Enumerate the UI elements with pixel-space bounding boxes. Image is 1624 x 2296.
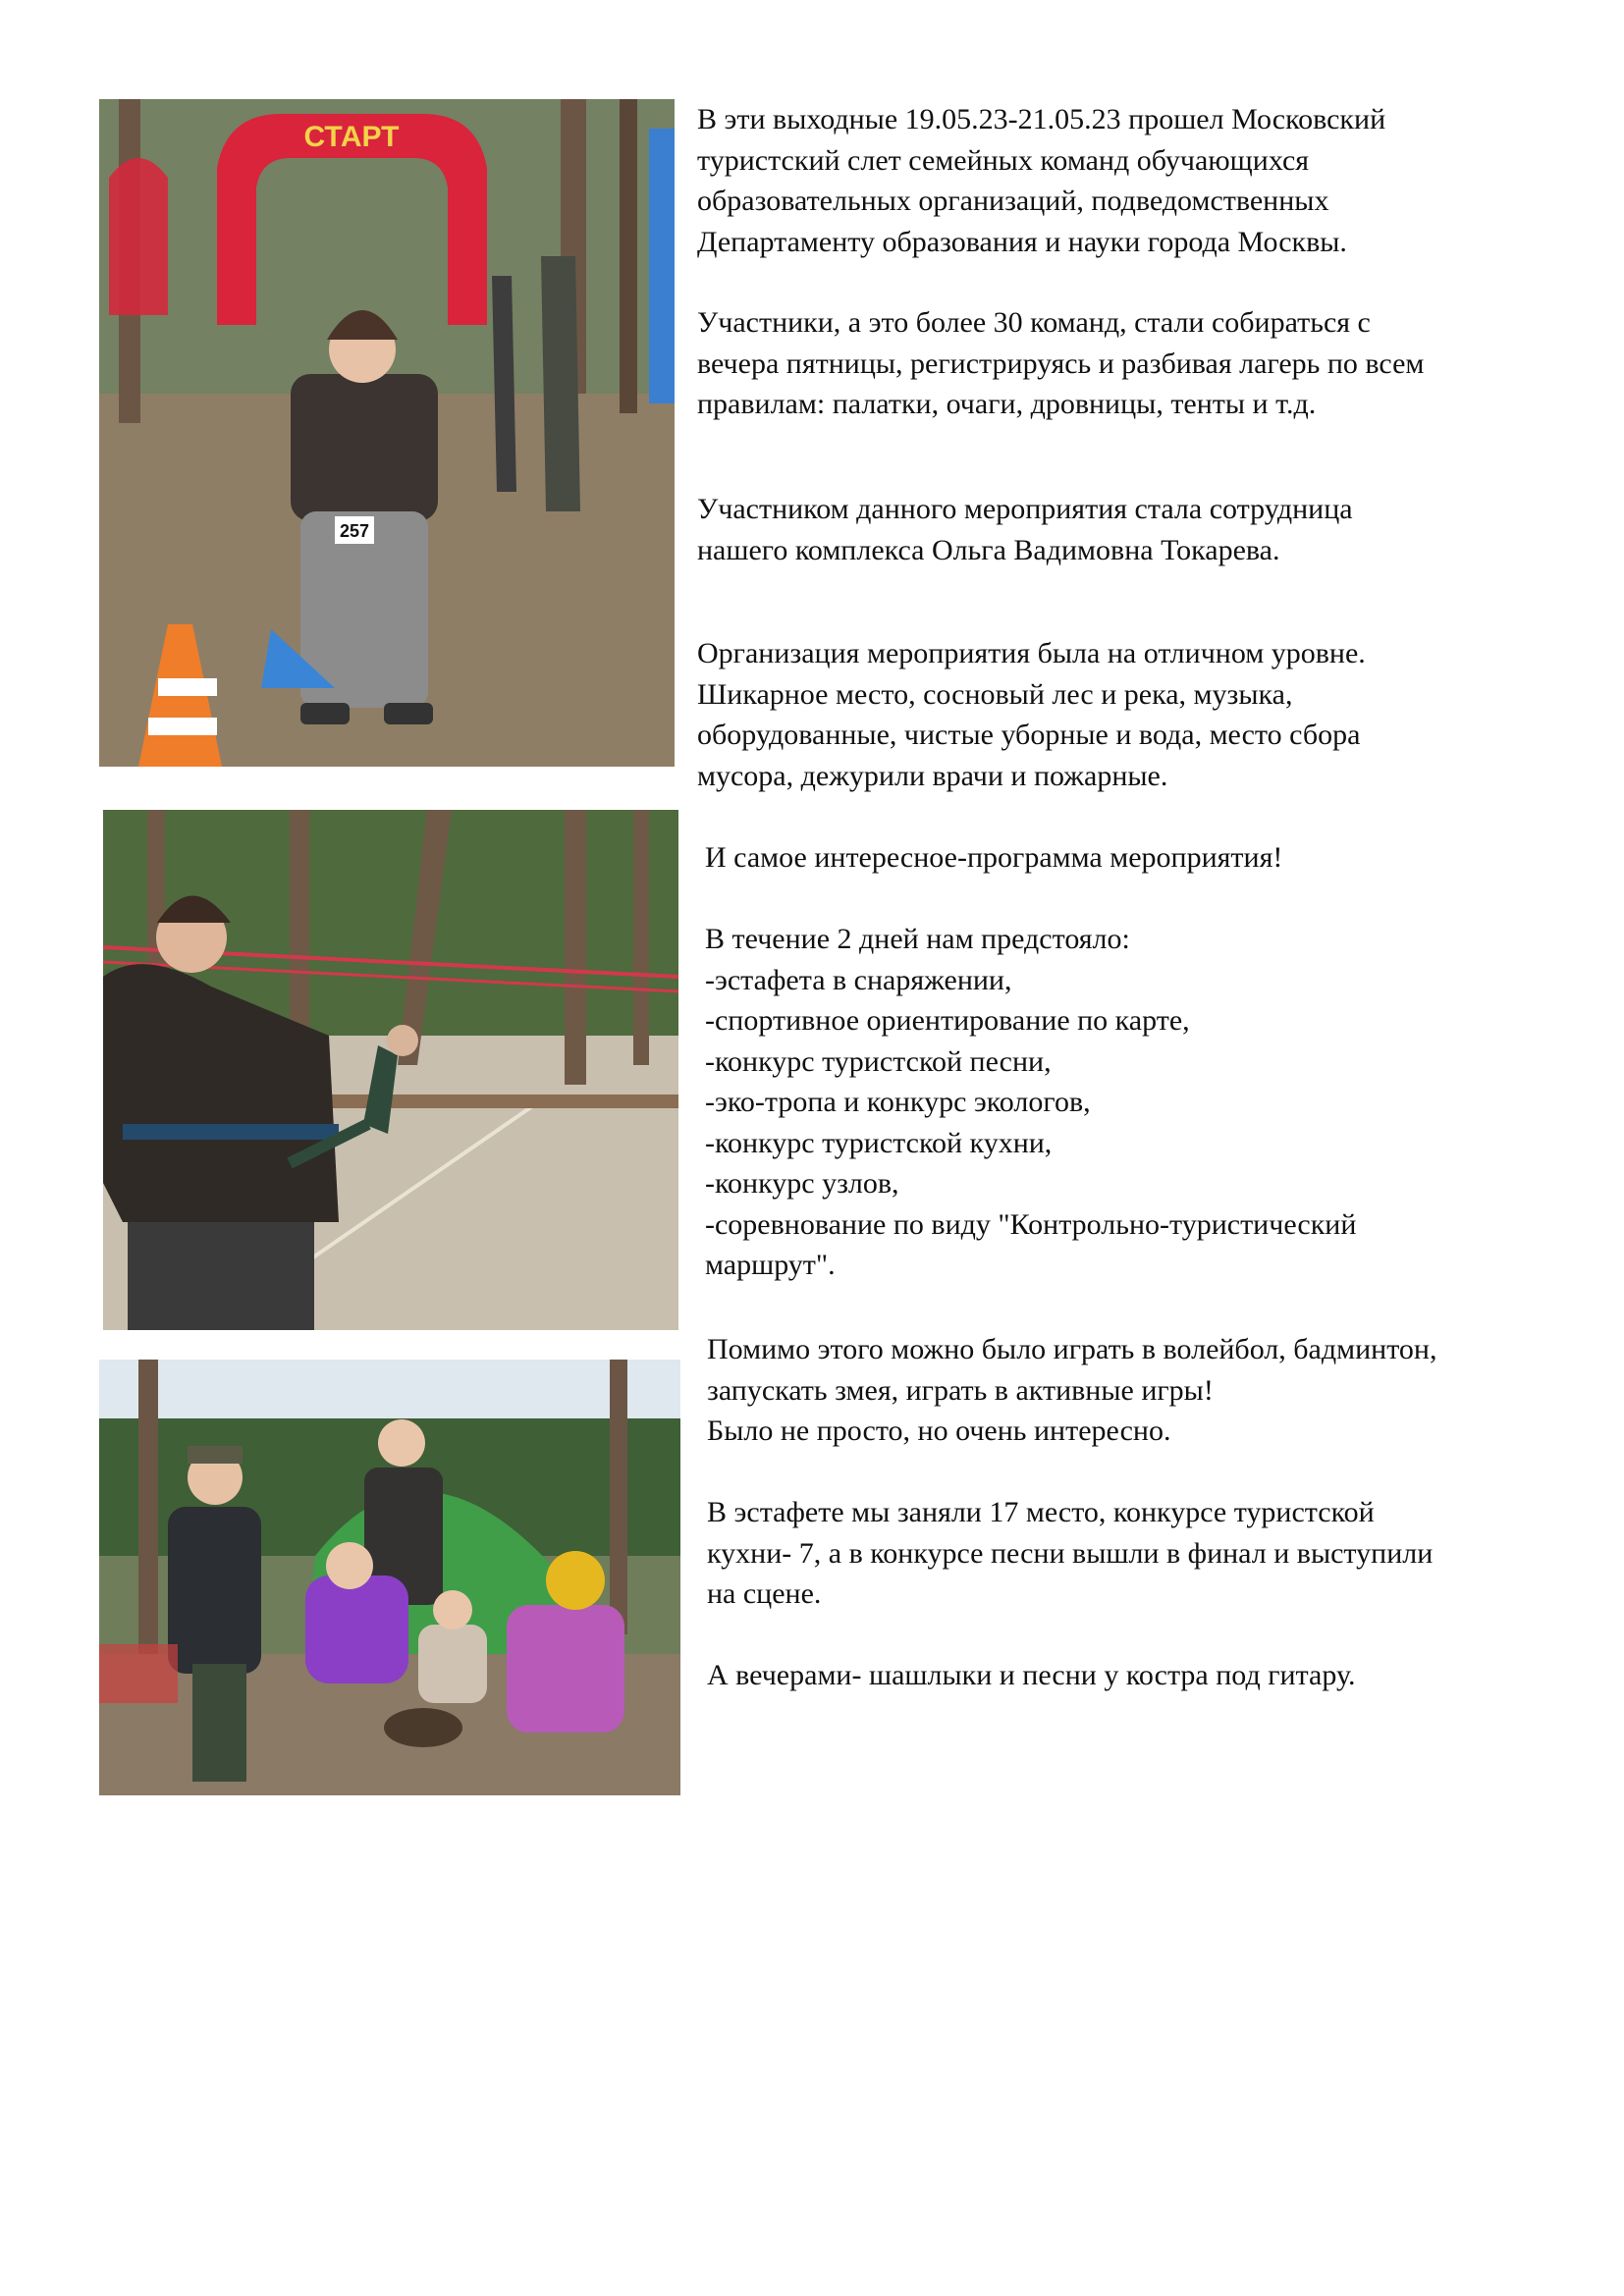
photo-start-arch [99, 99, 675, 767]
text-line: И самое интересное-программа мероприятия! [705, 841, 1283, 874]
text-line: оборудованные, чистые уборные и вода, место сбора [697, 719, 1361, 751]
text-line: на сцене. [707, 1577, 822, 1610]
text-line: запускать змея, играть в активные игры! [707, 1373, 1214, 1407]
paragraph-organization [697, 633, 1366, 796]
paragraph-program-heading [705, 837, 1282, 879]
paragraph-intro [697, 99, 1385, 262]
list-item: -спортивное ориентирование по карте, [705, 1004, 1190, 1037]
text-line: образовательных организаций, подведомственных [697, 185, 1329, 217]
text-line: Участники, а это более 30 команд, стали собираться с [697, 306, 1371, 339]
text-line: Было не просто, но очень интересно. [707, 1415, 1171, 1447]
text-line: А вечерами- шашлыки и песни у костра под гитару. [707, 1659, 1356, 1691]
paragraph-extras [707, 1329, 1436, 1452]
text-line: нашего комплекса Ольга Вадимовна Токарева. [697, 533, 1280, 566]
list-item: -конкурс туристской кухни, [705, 1126, 1053, 1159]
text-line: туристский слет семейных команд обучающихся [697, 143, 1310, 177]
paragraph-results [707, 1492, 1433, 1615]
list-item: -конкурс узлов, [705, 1167, 899, 1200]
list-item: -эстафета в снаряжении, [705, 963, 1012, 996]
text-line: кухни- 7, а в конкурсе песни вышли в финал и выступили [707, 1536, 1434, 1570]
text-line: В эстафете мы заняли 17 место, конкурсе туристской [707, 1496, 1375, 1528]
text-line: Департаменту образования и науки города Москвы. [697, 225, 1347, 258]
text-line: Организация мероприятия была на отличном уровне. [697, 637, 1366, 669]
start-arch-sign: СТАРТ [303, 121, 400, 153]
photo-rope-course [103, 810, 678, 1330]
paragraph-program-list [705, 919, 1356, 1286]
photo-camp-tent [99, 1360, 680, 1795]
text-line: Помимо этого можно было играть в волейбол, бадминтон, [707, 1333, 1437, 1365]
list-item: -эко-тропа и конкурс экологов, [705, 1086, 1091, 1118]
list-item: -конкурс туристской песни, [705, 1044, 1052, 1078]
bib-number: 257 [339, 521, 370, 541]
text-line: Участником данного мероприятия стала сотрудница [697, 493, 1353, 525]
list-item: -соревнование по виду "Контрольно-туристический [705, 1207, 1357, 1241]
text-line: вечера пятницы, регистрируясь и разбивая лагерь по всем [697, 347, 1425, 380]
text-line: Шикарное место, сосновый лес и река, музыка, [697, 677, 1293, 711]
text-line: правилам: палатки, очаги, дровницы, тенты и т.д. [697, 388, 1317, 420]
text-line: мусора, дежурили врачи и пожарные. [697, 759, 1168, 792]
paragraph-participants [697, 302, 1424, 425]
list-item: В течение 2 дней нам предстояло: [705, 923, 1130, 955]
paragraph-evenings [707, 1655, 1355, 1696]
list-item: маршрут". [705, 1249, 836, 1281]
text-line: В эти выходные 19.05.23-21.05.23 прошел Московский [697, 103, 1386, 135]
paragraph-employee [697, 489, 1353, 570]
